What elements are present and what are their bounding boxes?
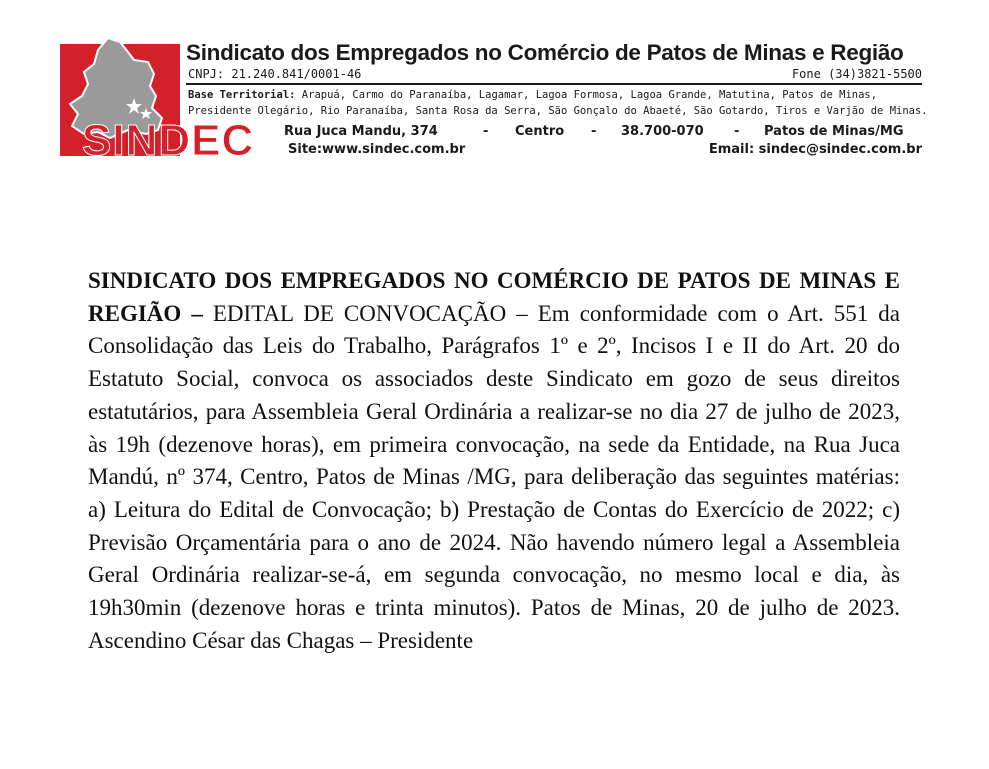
header-divider: [186, 83, 922, 85]
base-territorial-label: Base Territorial:: [188, 89, 296, 101]
base-territorial: [188, 87, 928, 119]
convocation-notice: [88, 265, 900, 657]
website: Site:www.sindec.com.br: [288, 142, 466, 157]
base-territorial-line-1: Arapuá, Carmo do Paranaíba, Lagamar, Lagoa Formosa, Lagoa Grande, Matutina, Patos de Minas,: [301, 89, 878, 101]
cnpj-number: CNPJ: 21.240.841/0001-46: [188, 67, 362, 81]
letterhead: [58, 38, 928, 160]
address-separator: -: [483, 124, 489, 139]
phone-number: Fone (34)3821-5500: [791, 67, 922, 81]
notice-body: EDITAL DE CONVOCAÇÃO – Em conformidade com o Art. 551 da Consolidação das Leis do Trabalho, Parágrafos 1º e 2º, Incisos I e II do Art. 20 do Estatuto Social, convoca os associados deste Sindicato em gozo de seus direitos estatutários, para Assembleia Geral Ordinária a realizar-se no dia 27 de julho de 2023, às 19h (dezenove horas), em primeira convocação, na sede da Entidade, na Rua Juca Mandú, nº 374, Centro, Patos de Minas /MG, para deliberação das seguintes matérias: a) Leitura do Edital de Convocação; b) Prestação de Contas do Exercício de 2022; c) Previsão Orçamentária para o ano de 2024. Não havendo número legal a Assembleia Geral Ordinária realizar-se-á, em segunda convocação, no mesmo local e dia, às 19h30min (dezenove horas e trinta minutos). Patos de Minas, 20 de julho de 2023. Ascendino César das Chagas – Presidente: [88, 300, 900, 653]
address-separator: -: [591, 124, 597, 139]
address-city: Patos de Minas/MG: [764, 124, 904, 139]
base-territorial-line-2: Presidente Olegário, Rio Paranaíba, Santa Rosa da Serra, São Gonçalo do Abaeté, São Gotardo, Tiros e Varjão de Minas.: [188, 105, 928, 117]
logo-wordmark: SINDEC: [82, 116, 255, 160]
address-zip: 38.700-070: [621, 124, 704, 139]
email-address: Email: sindec@sindec.com.br: [708, 142, 922, 157]
notice-bold-lead: SINDICATO DOS EMPREGADOS NO COMÉRCIO DE PATOS DE MINAS E REGIÃO –: [88, 268, 900, 326]
organization-name: Sindicato dos Empregados no Comércio de Patos de Minas e Região: [186, 40, 904, 65]
address-separator: -: [734, 124, 740, 139]
address-street: Rua Juca Mandu, 374: [284, 124, 438, 139]
address-district: Centro: [515, 124, 565, 139]
